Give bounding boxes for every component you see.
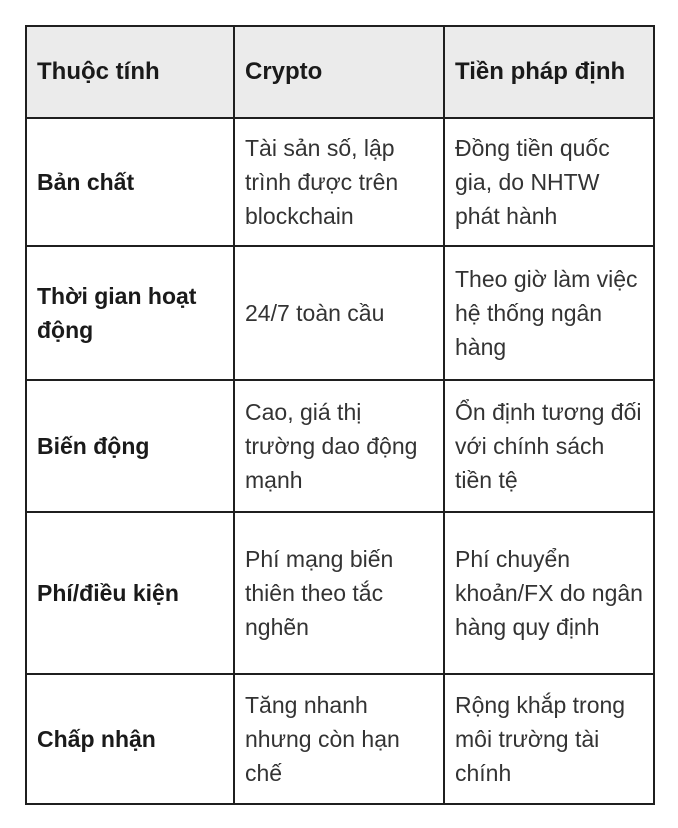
row-crypto-value: Phí mạng biến thiên theo tắc nghẽn [234, 512, 444, 674]
row-attribute: Chấp nhận [26, 674, 234, 804]
row-fiat-value: Rộng khắp trong môi trường tài chính [444, 674, 654, 804]
header-fiat: Tiền pháp định [444, 26, 654, 118]
table-row [26, 380, 654, 512]
header-crypto: Crypto [234, 26, 444, 118]
crypto-fiat-comparison-table [25, 25, 655, 805]
row-crypto-value: Cao, giá thị trường dao động mạnh [234, 380, 444, 512]
header-attribute: Thuộc tính [26, 26, 234, 118]
row-fiat-value: Ổn định tương đối với chính sách tiền tệ [444, 380, 654, 512]
table-header-row [26, 26, 654, 118]
row-attribute: Bản chất [26, 118, 234, 246]
row-attribute: Thời gian hoạt động [26, 246, 234, 380]
row-attribute: Biến động [26, 380, 234, 512]
row-attribute: Phí/điều kiện [26, 512, 234, 674]
row-crypto-value: Tài sản số, lập trình được trên blockchain [234, 118, 444, 246]
row-fiat-value: Đồng tiền quốc gia, do NHTW phát hành [444, 118, 654, 246]
table-row [26, 118, 654, 246]
table-row [26, 512, 654, 674]
row-crypto-value: 24/7 toàn cầu [234, 246, 444, 380]
row-fiat-value: Theo giờ làm việc hệ thống ngân hàng [444, 246, 654, 380]
row-fiat-value: Phí chuyển khoản/FX do ngân hàng quy định [444, 512, 654, 674]
table-row [26, 674, 654, 804]
row-crypto-value: Tăng nhanh nhưng còn hạn chế [234, 674, 444, 804]
table-row [26, 246, 654, 380]
